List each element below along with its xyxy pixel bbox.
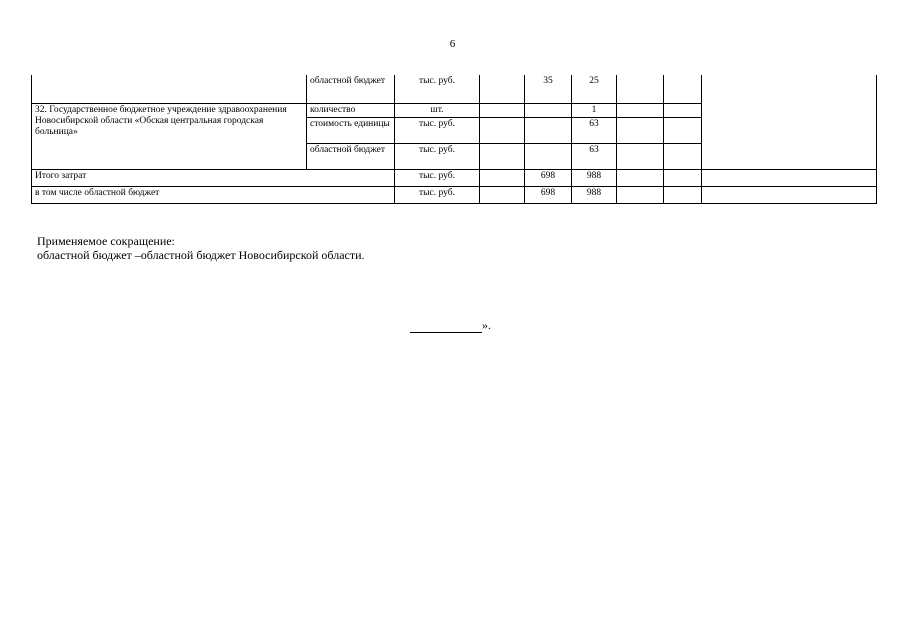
unit-cell: тыс. руб. [395, 75, 480, 103]
value-cell [664, 75, 702, 103]
total-label-cell: Итого затрат [32, 169, 395, 186]
value-cell: 63 [572, 143, 617, 169]
value-cell [617, 143, 664, 169]
value-cell [617, 169, 664, 186]
budget-table [31, 75, 877, 204]
value-cell [702, 169, 877, 186]
value-cell [480, 169, 525, 186]
indicator-cell: стоимость единицы [307, 117, 395, 143]
indicator-cell: областной бюджет [307, 75, 395, 103]
unit-cell: тыс. руб. [395, 186, 480, 203]
closing-mark [410, 318, 491, 333]
blank-line [410, 321, 482, 333]
value-cell [617, 117, 664, 143]
value-cell [480, 186, 525, 203]
value-cell [664, 117, 702, 143]
unit-cell: шт. [395, 103, 480, 117]
value-cell [664, 143, 702, 169]
value-cell [617, 186, 664, 203]
value-cell [480, 103, 525, 117]
value-cell: 698 [525, 186, 572, 203]
value-cell: 988 [572, 169, 617, 186]
value-cell [480, 143, 525, 169]
unit-cell: тыс. руб. [395, 169, 480, 186]
name-cell [32, 75, 307, 103]
closing-quote: ». [482, 318, 491, 332]
value-cell [664, 169, 702, 186]
value-cell: 25 [572, 75, 617, 103]
unit-cell: тыс. руб. [395, 117, 480, 143]
value-cell [702, 186, 877, 203]
total-row [32, 186, 877, 203]
value-cell [617, 75, 664, 103]
value-cell: 988 [572, 186, 617, 203]
value-cell [480, 75, 525, 103]
total-row [32, 169, 877, 186]
value-cell: 35 [525, 75, 572, 103]
table-row [32, 75, 877, 103]
value-cell: 698 [525, 169, 572, 186]
value-cell [702, 75, 877, 169]
value-cell: 63 [572, 117, 617, 143]
value-cell: 1 [572, 103, 617, 117]
value-cell [525, 103, 572, 117]
value-cell [480, 117, 525, 143]
unit-cell: тыс. руб. [395, 143, 480, 169]
value-cell [525, 143, 572, 169]
institution-name-cell: 32. Государственное бюджетное учреждение здравоохранения Новосибирской области «Обская центральная городская больница» [32, 103, 307, 169]
value-cell [664, 103, 702, 117]
value-cell [525, 117, 572, 143]
value-cell [617, 103, 664, 117]
indicator-cell: количество [307, 103, 395, 117]
indicator-cell: областной бюджет [307, 143, 395, 169]
value-cell [664, 186, 702, 203]
abbreviation-text: областной бюджет –областной бюджет Новосибирской области. [37, 248, 365, 262]
abbreviation-heading: Применяемое сокращение: [37, 234, 175, 248]
page-number: 6 [449, 38, 456, 50]
total-label-cell: в том числе областной бюджет [32, 186, 395, 203]
